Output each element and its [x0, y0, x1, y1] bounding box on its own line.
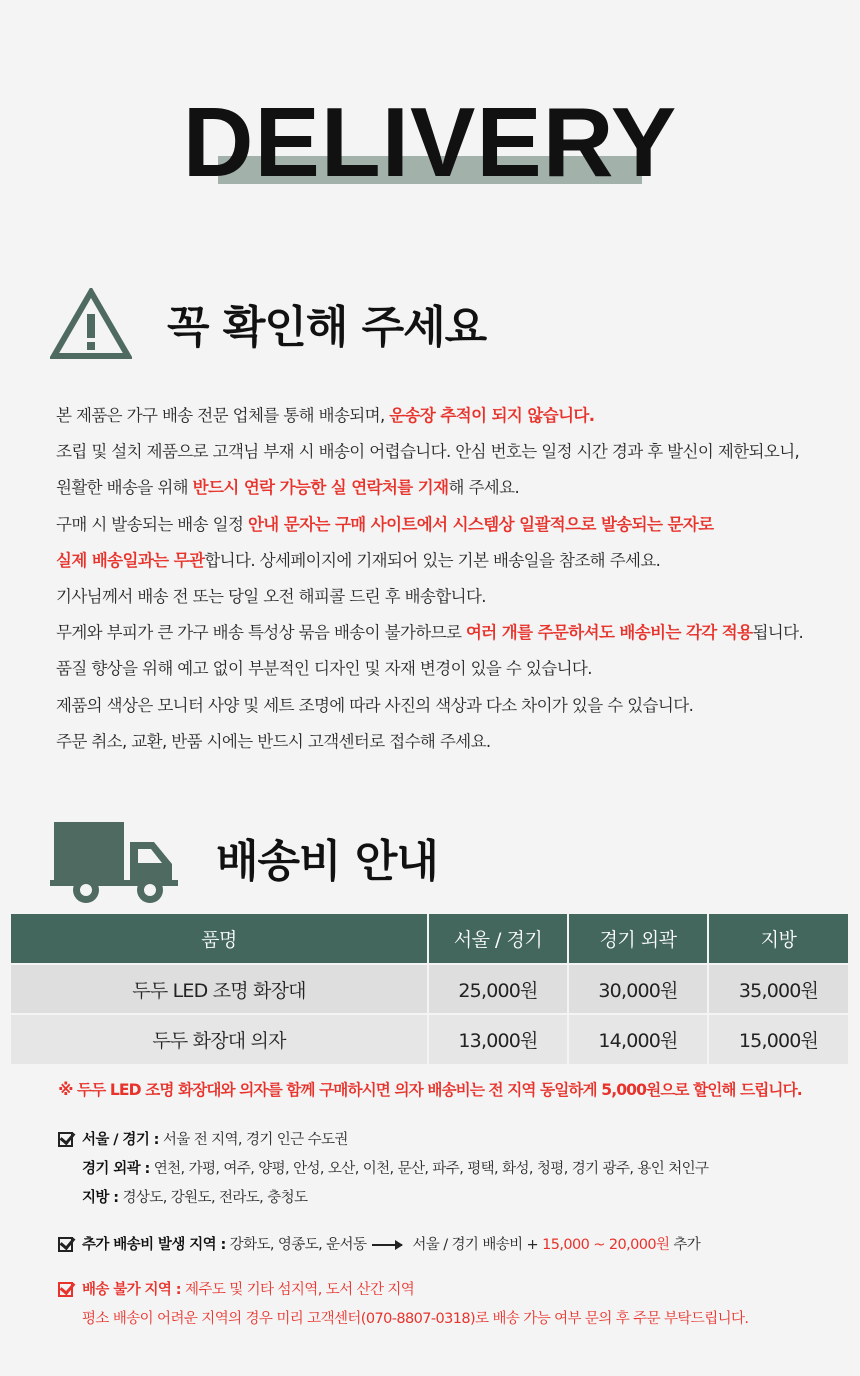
fee-local: 35,000원	[708, 964, 848, 1014]
product-name: 두두 LED 조명 화장대	[11, 964, 428, 1014]
notice-text: 됩니다.	[752, 623, 804, 643]
shipping-heading: 배송비 안내	[216, 836, 438, 887]
region-value: 제주도 및 기타 섬지역, 도서 산간 지역	[181, 1282, 415, 1298]
shipping-fee-table	[11, 914, 848, 1064]
region-label: 경기 외곽 :	[82, 1161, 150, 1177]
notice-highlight: 실제 배송일과는 무관	[56, 550, 205, 570]
notice-text: 기사님께서 배송 전 또는 당일 오전 해피콜 드린 후 배송합니다.	[56, 586, 486, 606]
region-local	[58, 1184, 848, 1213]
notice-item	[56, 615, 846, 651]
header-local: 지방	[708, 914, 848, 964]
fee-local: 15,000원	[708, 1014, 848, 1064]
delivery-title-block	[0, 87, 860, 197]
region-extra	[58, 1231, 848, 1260]
region-group-unavailable	[58, 1276, 848, 1334]
notice-item	[56, 651, 846, 687]
delivery-truck-icon	[50, 818, 180, 906]
region-value: 강화도, 영종도, 운서동	[225, 1237, 367, 1253]
notice-text: 해 주세요.	[448, 478, 520, 498]
page-title: DELIVERY	[182, 87, 678, 197]
arrow-right-icon	[372, 1244, 402, 1246]
region-value: 연천, 가평, 여주, 양평, 안성, 오산, 이천, 문산, 파주, 평택, 화성, 청평, 경기 광주, 용인 처인구	[149, 1161, 709, 1177]
header-seoul-gyeonggi: 서울 / 경기	[428, 914, 568, 964]
notice-text: 주문 취소, 교환, 반품 시에는 반드시 고객센터로 접수해 주세요.	[56, 731, 491, 751]
notice-highlight: 여러 개를 주문하셔도 배송비는 각각 적용	[465, 623, 753, 643]
fee-outer: 30,000원	[568, 964, 708, 1014]
header-gyeonggi-outer: 경기 외곽	[568, 914, 708, 964]
notice-item	[56, 434, 846, 470]
notice-item	[56, 470, 846, 506]
notice-text: 무게와 부피가 큰 가구 배송 특성상 묶음 배송이 불가하므로	[56, 623, 466, 643]
notice-item	[56, 724, 846, 760]
header-product: 품명	[11, 914, 428, 964]
notice-text: 품질 향상을 위해 예고 없이 부분적인 디자인 및 자재 변경이 있을 수 있습니다.	[56, 659, 592, 679]
notice-item	[56, 543, 846, 579]
region-label: 지방 :	[82, 1190, 119, 1206]
region-unavailable	[58, 1276, 848, 1305]
table-header-row	[11, 914, 848, 964]
extra-suffix: 추가	[669, 1237, 701, 1253]
notice-item	[56, 507, 846, 543]
table-row	[11, 1014, 848, 1064]
notice-item	[56, 688, 846, 724]
region-group-extra	[58, 1231, 848, 1260]
table-row	[11, 964, 848, 1014]
notice-highlight: 반드시 연락 가능한 실 연락처를 기재	[192, 478, 449, 498]
region-value: 경상도, 강원도, 전라도, 충청도	[118, 1190, 308, 1206]
discount-note: ※ 두두 LED 조명 화장대와 의자를 함께 구매하시면 의자 배송비는 전 지역 동일하게 5,000원으로 할인해 드립니다.	[58, 1081, 802, 1099]
unavailable-note: 평소 배송이 어려운 지역의 경우 미리 고객센터(070-8807-0318)로 배송 가능 여부 문의 후 주문 부탁드립니다.	[82, 1311, 749, 1327]
notice-text: 제품의 색상은 모니터 사양 및 세트 조명에 따라 사진의 색상과 다소 차이가 있을 수 있습니다.	[56, 695, 694, 715]
notice-heading: 꼭 확인해 주세요	[167, 302, 487, 353]
region-group-basic	[58, 1126, 848, 1213]
extra-amount: 15,000 ~ 20,000원	[542, 1237, 670, 1253]
fee-seoul: 13,000원	[428, 1014, 568, 1064]
product-name: 두두 화장대 의자	[11, 1014, 428, 1064]
checkbox-checked-icon	[58, 1282, 73, 1297]
notice-text: 합니다. 상세페이지에 기재되어 있는 기본 배송일을 참조해 주세요.	[204, 550, 661, 570]
checkbox-checked-icon	[58, 1132, 73, 1147]
checkbox-checked-icon	[58, 1237, 73, 1252]
notice-list	[56, 398, 846, 760]
fee-seoul: 25,000원	[428, 964, 568, 1014]
notice-item	[56, 579, 846, 615]
fee-outer: 14,000원	[568, 1014, 708, 1064]
region-label: 서울 / 경기 :	[82, 1132, 159, 1148]
extra-target: 서울 / 경기 배송비 +	[408, 1237, 543, 1253]
notice-highlight: 운송장 추적이 되지 않습니다.	[389, 406, 595, 425]
region-label: 배송 불가 지역 :	[82, 1282, 181, 1298]
notice-text: 구매 시 발송되는 배송 일정	[56, 514, 248, 534]
region-outer	[58, 1155, 848, 1184]
notice-highlight: 안내 문자는 구매 사이트에서 시스템상 일괄적으로 발송되는 문자로	[247, 514, 714, 534]
region-value: 서울 전 지역, 경기 인근 수도권	[158, 1132, 348, 1148]
notice-text: 원활한 배송을 위해	[56, 478, 193, 498]
region-label: 추가 배송비 발생 지역 :	[82, 1237, 226, 1253]
region-seoul	[58, 1126, 848, 1155]
notice-text: 본 제품은 가구 배송 전문 업체를 통해 배송되며,	[56, 406, 390, 425]
notice-item	[56, 398, 846, 434]
warning-triangle-icon	[50, 288, 132, 360]
notice-text: 조립 및 설치 제품으로 고객님 부재 시 배송이 어렵습니다. 안심 번호는 일정 시간 경과 후 발신이 제한되오니,	[56, 442, 800, 462]
